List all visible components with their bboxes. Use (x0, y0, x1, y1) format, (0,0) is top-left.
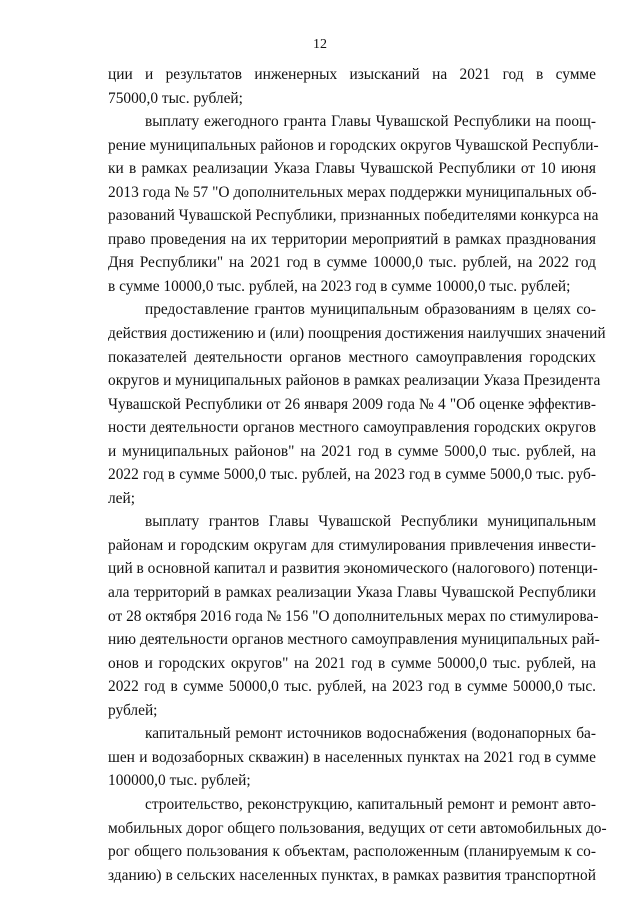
paragraph-line: от 28 октября 2016 года № 156 "О дополнительных мерах по стимулирова- (108, 607, 599, 625)
page-number: 12 (313, 37, 327, 52)
paragraph-line: предоставление грантов муниципальным образованиям в целях со- (145, 301, 596, 319)
paragraph-line: лей; (108, 489, 136, 507)
paragraph-line: 2022 год в сумме 50000,0 тыс. рублей, на 2023 год в сумме 50000,0 тыс. (108, 678, 596, 696)
paragraph-line: 75000,0 тыс. рублей; (108, 89, 243, 107)
paragraph-line: округов и муниципальных районов в рамках реализации Указа Президента (108, 372, 601, 390)
document-body (108, 63, 607, 887)
paragraph-line: и муниципальных районов" на 2021 год в сумме 5000,0 тыс. рублей, на (108, 442, 596, 460)
paragraph-line: ций в основной капитал и развития экономического (налогового) потенци- (108, 560, 598, 578)
paragraph-line: рублей; (108, 701, 158, 719)
paragraph-line: ала территорий в рамках реализации Указа Главы Чувашской Республики (108, 584, 596, 602)
paragraph-line: мобильных дорог общего пользования, ведущих от сети автомобильных до- (108, 819, 607, 837)
paragraph-line: 2022 год в сумме 5000,0 тыс. рублей, на 2023 год в сумме 5000,0 тыс. руб- (108, 466, 596, 484)
paragraph-line: действия достижению и (или) поощрения достижения наилучших значений (108, 325, 606, 343)
paragraph-line: рение муниципальных районов и городских округов Чувашской Республи- (108, 136, 599, 154)
paragraph-line: право проведения на их территории мероприятий в рамках празднования (108, 230, 596, 248)
paragraph-line: шен и водозаборных скважин) в населенных пунктах на 2021 год в сумме (108, 748, 596, 766)
paragraph-4 (108, 510, 600, 722)
paragraph-line: онов и городских округов" на 2021 год в сумме 50000,0 тыс. рублей, на (108, 654, 596, 672)
paragraph-line: Чувашской Республики от 26 января 2009 года № 4 "Об оценке эффектив- (108, 395, 596, 413)
paragraph-line: рог общего пользования к объектам, расположенным (планируемым к со- (108, 843, 596, 861)
paragraph-line: выплату грантов Главы Чувашской Республики муниципальным (145, 513, 596, 531)
paragraph-2 (108, 110, 599, 298)
paragraph-line: выплату ежегодного гранта Главы Чувашской Республики на поощ- (145, 113, 596, 131)
paragraph-line: 2013 года № 57 "О дополнительных мерах поддержки муниципальных об- (108, 183, 597, 201)
paragraph-line: зданию) в сельских населенных пунктах, в рамках развития транспортной (108, 866, 596, 884)
paragraph-line: 100000,0 тыс. рублей; (108, 772, 251, 790)
paragraph-line: ции и результатов инженерных изысканий на 2021 год в сумме (108, 66, 596, 83)
paragraph-line: в сумме 10000,0 тыс. рублей, на 2023 год в сумме 10000,0 тыс. рублей; (108, 277, 571, 295)
paragraph-line: показателей деятельности органов местного самоуправления городских (108, 348, 596, 366)
paragraph-line: районам и городским округам для стимулирования привлечения инвести- (108, 536, 596, 554)
paragraph-line: разований Чувашской Республики, признанных победителями конкурса на (108, 207, 599, 225)
paragraph-line: ки в рамках реализации Указа Главы Чувашской Республики от 10 июня (108, 160, 596, 178)
paragraph-line: строительство, реконструкцию, капитальный ремонт и ремонт авто- (145, 795, 596, 813)
paragraph-line: капитальный ремонт источников водоснабжения (водонапорных ба- (145, 725, 596, 743)
paragraph-line: нию деятельности органов местного самоуправления муниципальных рай- (108, 631, 600, 649)
paragraph-6 (108, 793, 607, 887)
paragraph-1 (108, 63, 596, 110)
paragraph-line: ности деятельности органов местного самоуправления городских округов (108, 419, 596, 437)
paragraph-3 (108, 298, 606, 510)
paragraph-5 (108, 722, 596, 793)
paragraph-line: Дня Республики" на 2021 год в сумме 10000,0 тыс. рублей, на 2022 год (108, 254, 596, 272)
